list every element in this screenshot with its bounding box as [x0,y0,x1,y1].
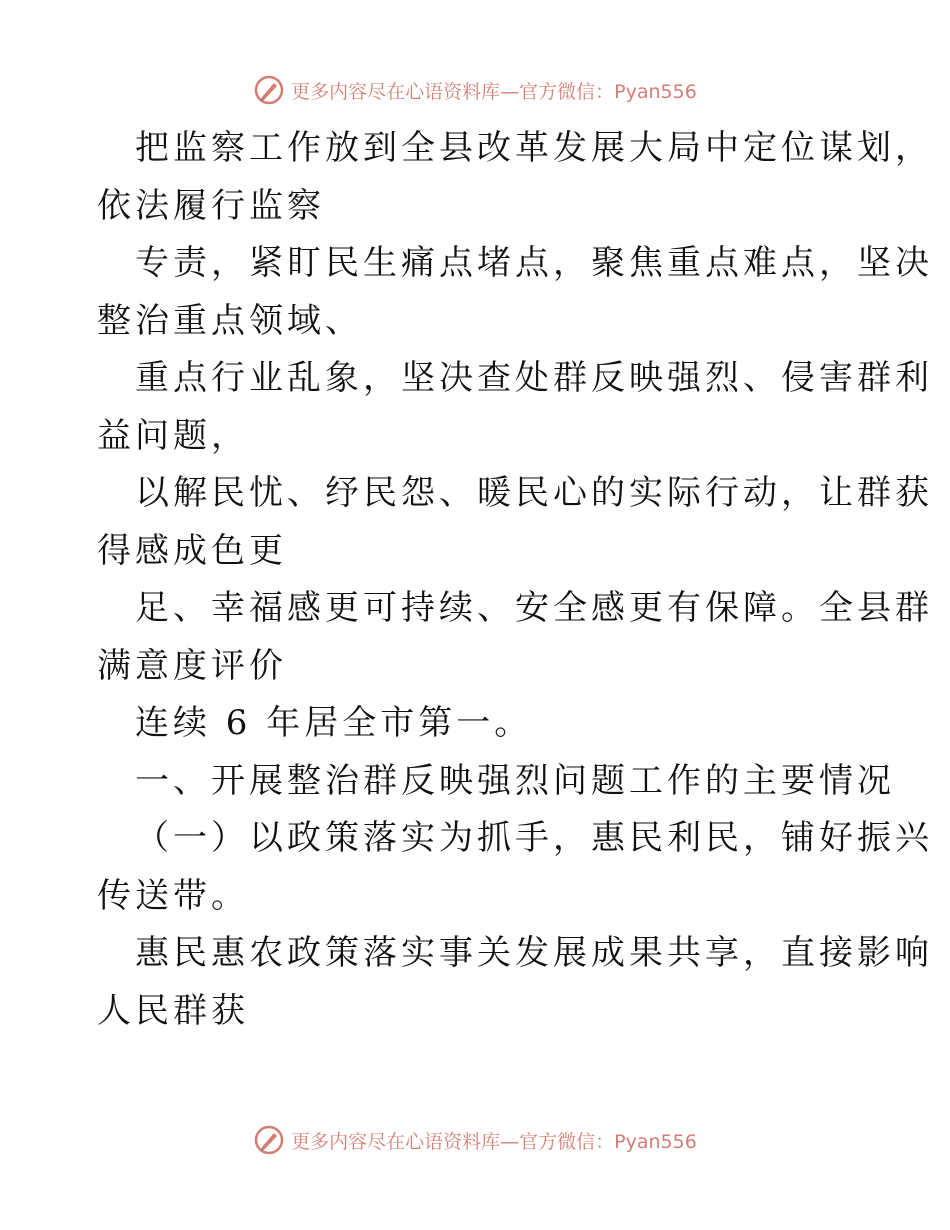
text-line: （一）以政策落实为抓手，惠民利民，铺好振兴 [135,818,933,858]
footer-watermark-text: 更多内容尽在心语资料库—官方微信：Pyan556 [291,1130,697,1153]
text-line: 连续 6 年居全市第一。 [135,703,533,743]
text-line: 专责，紧盯民生痛点堵点，聚焦重点难点，坚决 [135,243,933,283]
text-line: 得感成色更 [97,530,287,571]
text-line: 重点行业乱象，坚决查处群反映强烈、侵害群利 [135,358,933,398]
document-body [97,120,933,1040]
text-line: 满意度评价 [97,645,287,686]
text-line: 依法履行监察 [97,185,325,226]
text-line: 一、开展整治群反映强烈问题工作的主要情况 [135,760,895,801]
pen-logo-icon [253,1124,285,1156]
header-watermark-text: 更多内容尽在心语资料库—官方微信：Pyan556 [291,80,697,103]
text-line: 以解民忧、纾民怨、暖民心的实际行动，让群获 [135,473,933,513]
text-line: 把监察工作放到全县改革发展大局中定位谋划， [135,128,933,168]
header-watermark [0,70,950,110]
pen-logo-icon [253,74,285,106]
text-line: 人民群获 [97,990,249,1031]
text-line: 惠民惠农政策落实事关发展成果共享，直接影响 [135,933,933,973]
text-line: 整治重点领域、 [97,300,363,341]
footer-watermark [0,1120,950,1160]
text-line: 足、幸福感更可持续、安全感更有保障。全县群 [135,588,933,628]
text-line: 益问题， [97,415,249,456]
text-line: 传送带。 [97,875,249,916]
